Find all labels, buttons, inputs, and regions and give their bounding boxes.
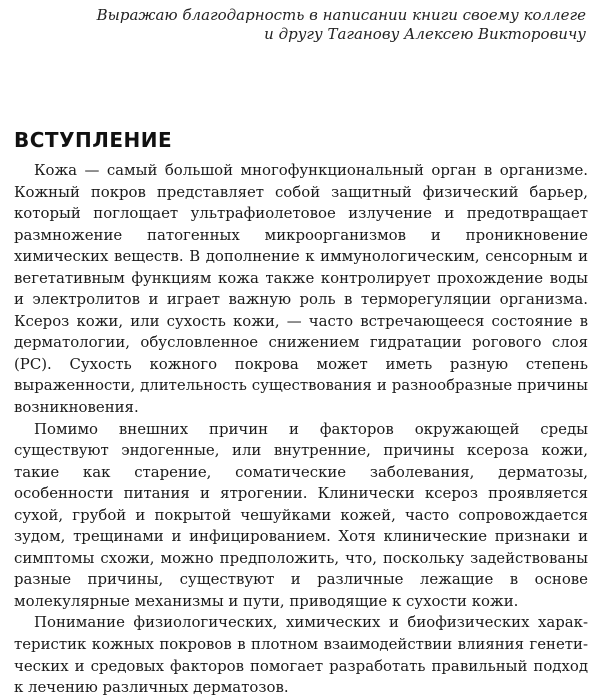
chapter-title: ВСТУПЛЕНИЕ bbox=[14, 128, 173, 152]
paragraph-2: Помимо внешних причин и факторов окружающей среды существуют эндогенные, или внутренние, причины ксероза кожи, такие как старение, соматические заболевания, дерматозы, особенности питания и ятрогении. Клинически ксероз проявляется сухой, грубой и покрытой чешуйками кожей, часто сопровождается зудом, трещинами и инфицированием. Хотя клинические признаки и симптомы схожи, можно предположить, что, поскольку задействованы разные причины, существуют и различные лежащие в основе молекулярные механизмы и пути, приводящие к сухости кожи. bbox=[14, 419, 588, 610]
paragraph-1: Кожа — самый большой многофункциональный орган в организме. Кожный покров представляет собой защитный физический барьер, который поглощает ультрафиолетовое излучение и предотвращает размножение патогенных микроорганизмов и проникновение химических веществ. В дополнение к иммунологическим, сенсорным и вегетативным функциям кожа также контролирует прохождение воды и электролитов и играет важную роль в терморегуляции организма. Ксероз кожи, или сухость кожи, — часто встречающееся состояние в дерматологии, обусловленное снижением гидратации рогового слоя (РС). Сухость кожного покрова может иметь разную степень выраженности, длительность существования и разнообразные причины возникновения. bbox=[14, 161, 588, 417]
dedication-line-1: Выражаю благодарность в написании книги своему коллеге bbox=[96, 6, 586, 24]
paragraph-3: Понимание физиологических, химических и биофизических характеристик кожных покровов в плотном взаимодействии влияния генетических и средовых факторов помогает разработать правильный подход к лечению различных дерматозов. bbox=[14, 613, 588, 697]
dedication-line-2: и другу Таганову Алексею Викторовичу bbox=[264, 25, 586, 43]
chapter-body bbox=[14, 160, 588, 699]
dedication bbox=[66, 6, 586, 44]
